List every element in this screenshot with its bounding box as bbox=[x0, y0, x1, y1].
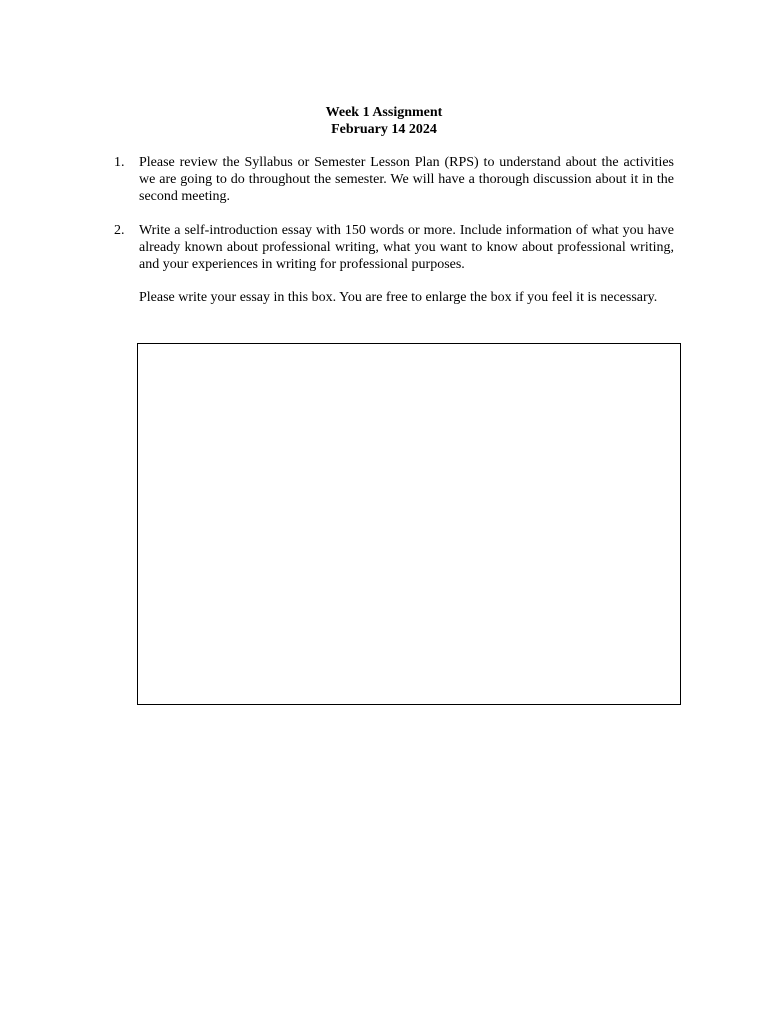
list-item-number: 1. bbox=[114, 155, 125, 170]
list-item-number: 2. bbox=[114, 223, 125, 238]
essay-instruction: Please write your essay in this box. You are free to enlarge the box if you feel it is necessary. bbox=[139, 290, 658, 305]
assignment-title: Week 1 Assignment bbox=[325, 105, 443, 120]
assignment-date: February 14 2024 bbox=[331, 122, 437, 137]
list-item-text: Please review the Syllabus or Semester Lesson Plan (RPS) to understand about the activities we are going to do throughout the semester. We will have a thorough discussion about it in the second meeting. bbox=[139, 155, 674, 204]
essay-text-box[interactable] bbox=[137, 343, 681, 705]
list-item-text: Write a self-introduction essay with 150 words or more. Include information of what you have already known about professional writing, what you want to know about professional writing, and your experiences in writing for professional purposes. bbox=[139, 223, 674, 272]
